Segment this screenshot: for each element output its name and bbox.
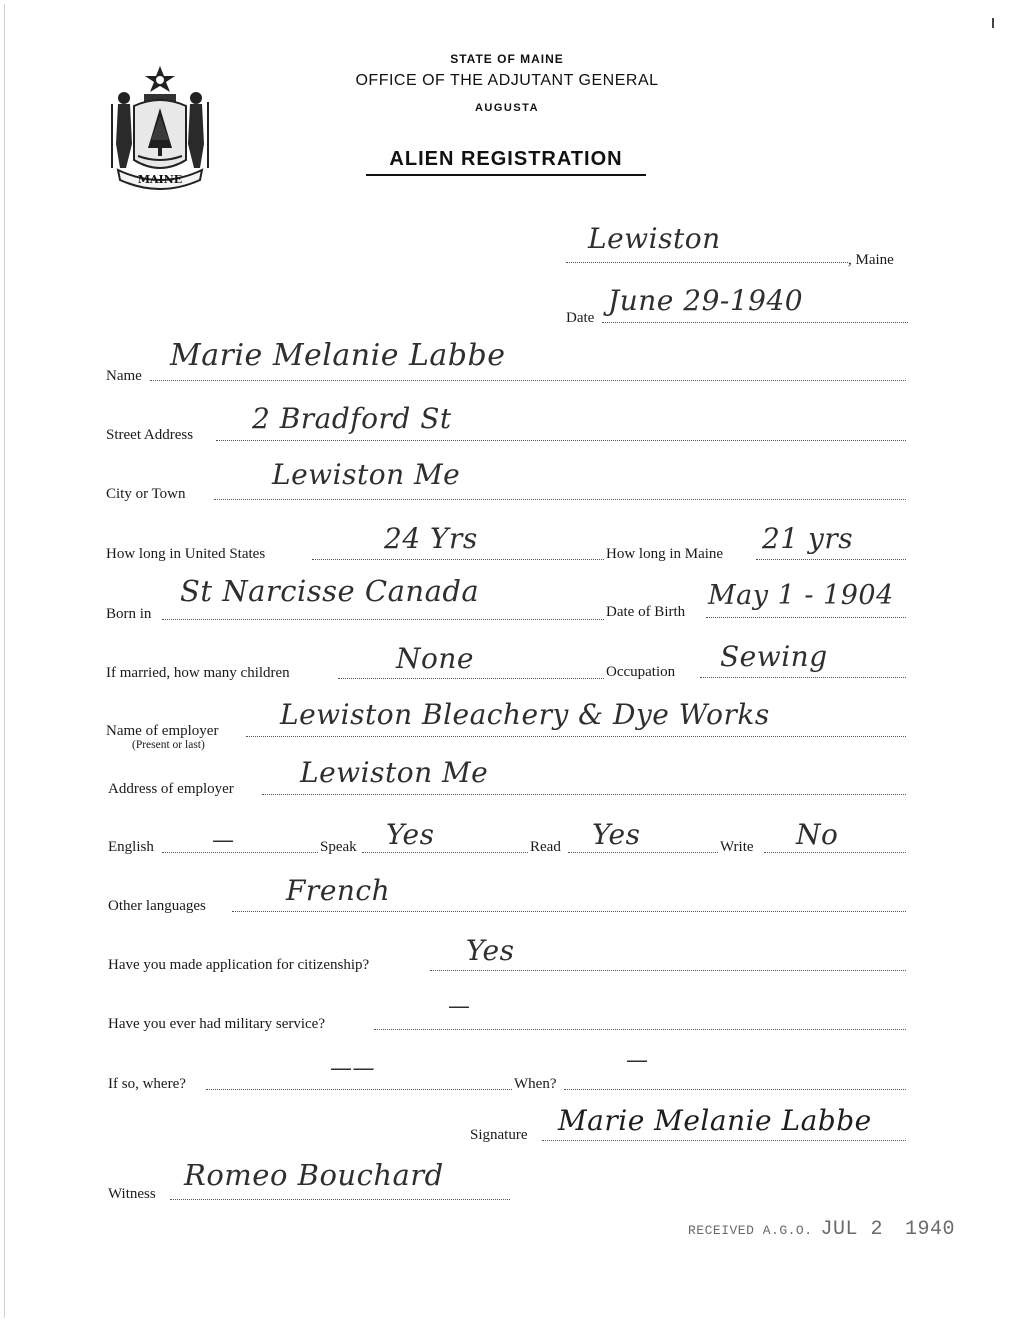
signature-dots <box>542 1140 906 1141</box>
other-languages-value: French <box>286 874 391 907</box>
employer-sublabel: (Present or last) <box>132 739 205 751</box>
signature-value: Marie Melanie Labbe <box>558 1104 872 1137</box>
state-heading: STATE OF MAINE <box>450 52 564 66</box>
born-in-dots <box>162 619 604 620</box>
stamp-received-text: RECEIVED A.G.O. <box>688 1223 813 1238</box>
military-dots <box>374 1029 906 1030</box>
children-value: None <box>396 642 474 675</box>
how-long-maine-label: How long in Maine <box>606 546 724 562</box>
write-label: Write <box>720 839 754 855</box>
occupation-label: Occupation <box>606 664 676 680</box>
employer-address-value: Lewiston Me <box>300 756 489 789</box>
speak-dots <box>362 852 528 853</box>
where-value: —— <box>330 1056 375 1081</box>
form-title: ALIEN REGISTRATION <box>389 148 623 170</box>
place-value: Lewiston <box>588 222 721 255</box>
other-languages-label: Other languages <box>108 898 206 914</box>
read-label: Read <box>530 839 561 855</box>
english-value: — <box>212 828 235 853</box>
employer-label: Name of employer <box>106 723 219 739</box>
english-dots <box>162 852 318 853</box>
where-label: If so, where? <box>108 1076 186 1092</box>
how-long-us-label: How long in United States <box>106 546 266 562</box>
employer-address-dots <box>262 794 906 795</box>
date-dots <box>602 322 908 323</box>
employer-value: Lewiston Bleachery & Dye Works <box>280 698 770 731</box>
children-label: If married, how many children <box>106 665 290 681</box>
read-dots <box>568 852 718 853</box>
date-of-birth-label: Date of Birth <box>606 604 686 620</box>
witness-value: Romeo Bouchard <box>184 1158 444 1192</box>
read-value: Yes <box>592 818 641 851</box>
city-label: City or Town <box>106 486 186 502</box>
street-address-label: Street Address <box>106 427 194 443</box>
city-heading: AUGUSTA <box>474 102 540 114</box>
when-label: When? <box>514 1076 557 1092</box>
stamp-year: 1940 <box>905 1218 956 1241</box>
stamp-date: JUL 2 <box>820 1218 884 1241</box>
office-heading: OFFICE OF THE ADJUTANT GENERAL <box>355 72 659 89</box>
employer-dots <box>246 736 906 737</box>
place-dots <box>566 262 848 263</box>
other-languages-dots <box>232 911 906 912</box>
date-value: June 29-1940 <box>608 284 804 317</box>
write-value: No <box>796 818 839 851</box>
name-label: Name <box>106 368 142 384</box>
how-long-maine-dots <box>756 559 906 560</box>
where-dots <box>206 1089 512 1090</box>
english-label: English <box>108 839 154 855</box>
employer-address-label: Address of employer <box>108 781 234 797</box>
received-stamp <box>688 1218 955 1241</box>
city-value: Lewiston Me <box>272 458 461 491</box>
how-long-us-value: 24 Yrs <box>384 522 478 555</box>
date-label: Date <box>566 310 595 326</box>
military-value: — <box>448 994 471 1019</box>
name-dots <box>150 380 906 381</box>
seal-text: MAINE <box>137 173 183 186</box>
occupation-value: Sewing <box>720 640 828 673</box>
place-label: , Maine <box>848 252 894 268</box>
speak-value: Yes <box>386 818 435 851</box>
title-underline <box>366 174 646 176</box>
when-dots <box>564 1089 906 1090</box>
how-long-us-dots <box>312 559 604 560</box>
signature-label: Signature <box>470 1127 528 1143</box>
born-in-label: Born in <box>106 606 152 622</box>
how-long-maine-value: 21 yrs <box>762 522 854 555</box>
children-dots <box>338 678 604 679</box>
witness-label: Witness <box>108 1186 156 1202</box>
street-address-value: 2 Bradford St <box>252 402 452 435</box>
corner-mark <box>992 18 994 28</box>
when-value: — <box>626 1048 649 1073</box>
witness-dots <box>170 1199 510 1200</box>
military-label: Have you ever had military service? <box>108 1016 325 1032</box>
street-address-dots <box>216 440 906 441</box>
born-in-value: St Narcisse Canada <box>180 574 480 608</box>
occupation-dots <box>700 677 906 678</box>
city-dots <box>214 499 906 500</box>
name-value: Marie Melanie Labbe <box>170 338 506 373</box>
citizenship-value: Yes <box>466 934 515 967</box>
speak-label: Speak <box>320 839 357 855</box>
citizenship-dots <box>430 970 906 971</box>
date-of-birth-value: May 1 - 1904 <box>708 580 894 611</box>
citizenship-label: Have you made application for citizenship? <box>108 957 370 973</box>
maine-state-seal-icon <box>104 64 216 190</box>
write-dots <box>764 852 906 853</box>
date-of-birth-dots <box>706 617 906 618</box>
